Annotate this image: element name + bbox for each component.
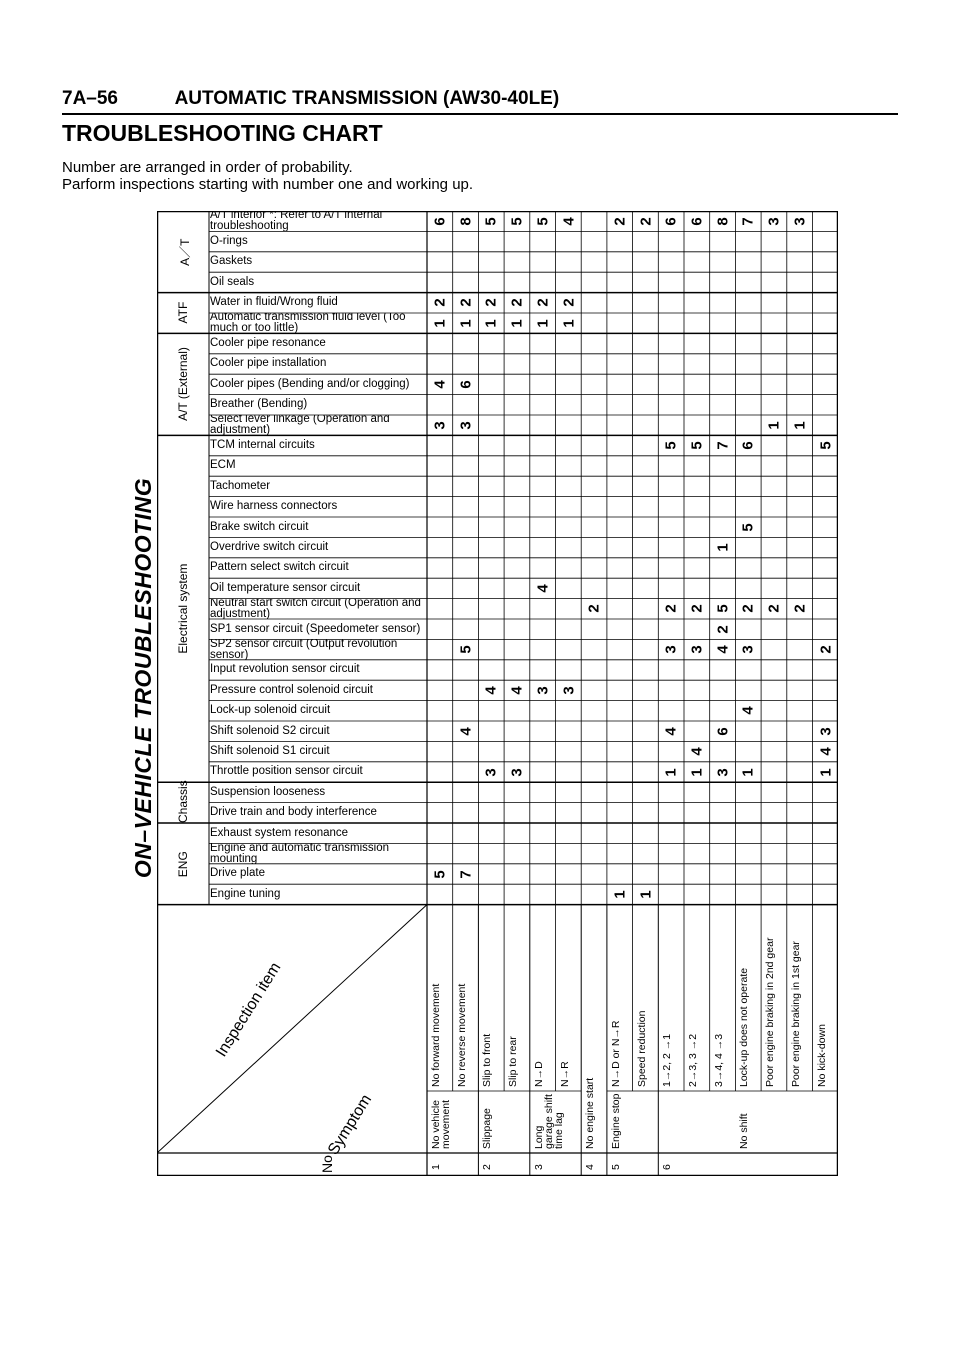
probability-number: 8 [714, 217, 732, 226]
probability-number: 3 [791, 217, 809, 226]
probability-number: 1 [637, 890, 655, 899]
symptom-column-label: Slip to front [481, 1033, 494, 1087]
probability-number: 2 [534, 298, 552, 307]
inspection-item: Oil temperature sensor circuit [210, 581, 361, 594]
probability-number: 3 [739, 645, 757, 654]
probability-number: 7 [457, 869, 475, 879]
inspection-item: Suspension looseness [210, 785, 326, 798]
troubleshooting-chart [157, 211, 838, 1176]
probability-number: 1 [508, 319, 526, 328]
inspection-item: Cooler pipes (Bending and/or clogging) [210, 377, 410, 390]
symptom-number: 4 [584, 1164, 597, 1170]
probability-number: 6 [739, 441, 757, 450]
probability-number: 3 [482, 767, 500, 777]
symptom-group-label: Long garage shift time lag [532, 1094, 565, 1149]
symptom-group-label: Slippage [481, 1108, 494, 1149]
inspection-item: Shift solenoid S1 circuit [210, 745, 330, 758]
symptom-column-label: 2→3, 3 →2 [687, 1033, 699, 1087]
probability-number: 4 [457, 727, 475, 736]
probability-number: 2 [765, 604, 783, 613]
inspection-item: Exhaust system resonance [210, 826, 349, 839]
probability-number: 2 [611, 217, 629, 226]
symptom-column-label: Poor engine braking in 1st gear [789, 941, 802, 1087]
inspection-item: Cooler pipe resonance [210, 337, 326, 350]
inspection-item: Oil seals [210, 275, 255, 288]
symptom-column-label: N→D [532, 1061, 545, 1087]
probability-number: 6 [688, 217, 706, 226]
group-label-1: ATF [176, 302, 190, 324]
group-label-4: Chassis [176, 780, 190, 823]
inspection-item: Lock-up solenoid circuit [210, 704, 331, 717]
inspection-item: A/T interior *: Refer to A/T internal troubleshooting [210, 211, 383, 232]
probability-number: 2 [637, 217, 655, 226]
group-label-3: Electrical system [176, 563, 190, 654]
probability-number: 3 [714, 767, 732, 777]
probability-number: 1 [714, 543, 732, 552]
symptom-column-label: N→D or N→R [609, 1020, 622, 1087]
probability-number: 1 [817, 767, 834, 777]
probability-number: 3 [688, 645, 706, 654]
probability-number: 6 [714, 727, 732, 736]
inspection-item: Shift solenoid S2 circuit [210, 724, 330, 737]
symptom-group-label: No engine start [584, 1077, 597, 1149]
probability-number: 1 [560, 319, 577, 328]
symptom-column-label: N→R [558, 1061, 571, 1087]
inspection-item: Wire harness connectors [210, 500, 338, 513]
inspection-item: Drive train and body interference [210, 806, 377, 819]
probability-number: 7 [739, 217, 757, 226]
inspection-item: TCM internal circuits [210, 439, 315, 452]
symptom-column-label: 1→2, 2 →1 [661, 1033, 674, 1087]
symptom-number: 5 [609, 1164, 622, 1170]
probability-number: 1 [662, 767, 680, 777]
group-label-2: A/T (External) [176, 347, 190, 422]
corner-symptom-label: Symptom [325, 1091, 376, 1159]
probability-number: 2 [688, 604, 706, 613]
probability-number: 2 [457, 298, 475, 307]
symptom-group-label: No shift [738, 1113, 751, 1149]
symptom-column-label: Speed reduction [635, 1010, 648, 1087]
probability-number: 2 [482, 298, 500, 307]
symptom-column-label: Poor engine braking in 2nd gear [764, 937, 777, 1087]
probability-number: 4 [688, 747, 706, 756]
probability-number: 4 [431, 380, 449, 389]
inspection-item: Drive plate [210, 867, 265, 880]
probability-number: 2 [791, 604, 809, 613]
probability-number: 1 [457, 319, 475, 328]
symptom-number: 3 [532, 1164, 545, 1170]
probability-number: 3 [662, 645, 680, 654]
probability-number: 3 [765, 217, 783, 226]
inspection-item: Breather (Bending) [210, 398, 308, 411]
probability-number: 1 [688, 767, 706, 777]
probability-number: 1 [431, 319, 449, 328]
inspection-item: Overdrive switch circuit [210, 541, 329, 554]
inspection-item: Throttle position sensor circuit [210, 765, 363, 778]
symptom-number: 2 [481, 1164, 494, 1170]
inspection-item: ECM [210, 459, 236, 472]
probability-number: 1 [482, 319, 500, 328]
symptom-group-label: Engine stop [609, 1093, 622, 1149]
inspection-item: Water in fluid/Wrong fluid [210, 296, 338, 309]
probability-number: 6 [662, 217, 680, 226]
probability-number: 8 [457, 217, 475, 226]
probability-number: 4 [534, 584, 552, 593]
symptom-column-label: Slip to rear [507, 1036, 520, 1087]
symptom-column-label: 3→4, 4 →3 [712, 1033, 725, 1087]
inspection-item: Input revolution sensor circuit [210, 663, 360, 676]
inspection-item: Automatic transmission fluid level (Too much or too little) [210, 313, 406, 334]
symptom-column-label: Lock-up does not operate [738, 967, 751, 1087]
intro-line-1: Number are arranged in order of probability. [62, 159, 353, 176]
symptom-column-label: No forward movement [430, 983, 442, 1087]
probability-number: 4 [739, 706, 757, 715]
page-header [62, 88, 559, 110]
probability-number: 1 [611, 890, 629, 899]
inspection-item: Select lever linkage (Operation and adjustment) [210, 415, 390, 436]
probability-number: 3 [508, 767, 526, 777]
probability-number: 5 [688, 441, 706, 450]
probability-number: 1 [765, 421, 783, 430]
inspection-item: Neutral start switch circuit (Operation and adjustment) [210, 598, 421, 619]
side-title: ON–VEHICLE TROUBLESHOOTING [130, 477, 156, 879]
inspection-item: Engine tuning [210, 887, 281, 900]
inspection-item: Gaskets [210, 255, 253, 268]
probability-number: 2 [662, 604, 680, 613]
page-number: 7A–56 [62, 88, 118, 109]
probability-number: 4 [662, 727, 680, 736]
probability-number: 5 [714, 604, 732, 613]
probability-number: 4 [714, 645, 732, 654]
probability-number: 5 [662, 441, 680, 450]
probability-number: 4 [508, 686, 526, 695]
probability-number: 5 [457, 645, 475, 654]
probability-number: 2 [714, 625, 732, 634]
inspection-item: O-rings [210, 235, 248, 248]
probability-number: 2 [508, 298, 526, 307]
probability-number: 4 [482, 686, 500, 695]
probability-number: 4 [560, 217, 577, 226]
inspection-item: SP2 sensor circuit (Output revolution sensor) [210, 639, 398, 660]
probability-number: 5 [534, 217, 552, 226]
symptom-group-label: No vehicle movement [430, 1099, 452, 1149]
symptom-column-label: No kick-down [815, 1023, 828, 1087]
probability-number: 1 [534, 319, 552, 328]
probability-number: 2 [739, 604, 757, 613]
group-label-0: A／T [178, 238, 192, 266]
probability-number: 4 [817, 747, 834, 756]
inspection-item: Cooler pipe installation [210, 357, 327, 370]
inspection-item: SP1 sensor circuit (Speedometer sensor) [210, 622, 421, 635]
probability-number: 2 [585, 604, 603, 613]
probability-number: 1 [791, 421, 809, 430]
probability-number: 2 [431, 298, 449, 307]
probability-number: 5 [431, 869, 449, 879]
probability-number: 5 [482, 217, 500, 226]
probability-number: 5 [508, 217, 526, 226]
intro-text [62, 159, 473, 193]
probability-number: 5 [739, 523, 757, 532]
probability-number: 3 [817, 727, 834, 736]
probability-number: 6 [457, 380, 475, 389]
probability-number: 3 [534, 686, 552, 695]
probability-number: 1 [739, 767, 757, 777]
header-rule [62, 113, 898, 115]
page-title: TROUBLESHOOTING CHART [62, 120, 383, 146]
probability-number: 7 [714, 441, 732, 450]
section-title: AUTOMATIC TRANSMISSION (AW30-40LE) [174, 88, 560, 109]
probability-number: 3 [560, 686, 577, 695]
intro-line-2: Parform inspections starting with number one and working up. [62, 176, 474, 193]
inspection-item: Brake switch circuit [210, 520, 309, 533]
inspection-item: Tachometer [210, 479, 271, 492]
probability-number: 3 [431, 421, 449, 430]
probability-number: 3 [457, 421, 475, 430]
corner-inspection-label: Inspection item [213, 959, 285, 1061]
symptom-number: 6 [661, 1164, 674, 1170]
corner-diagonal [157, 905, 427, 1153]
probability-number: 2 [560, 298, 577, 307]
probability-number: 2 [817, 645, 834, 654]
inspection-item: Engine and automatic transmission mounting [210, 843, 389, 864]
inspection-item: Pattern select switch circuit [210, 561, 349, 574]
corner-no-label: No [319, 1155, 335, 1173]
symptom-column-label: No reverse movement [455, 983, 468, 1087]
group-label-5: ENG [176, 850, 190, 877]
symptom-number: 1 [430, 1164, 442, 1170]
probability-number: 5 [817, 441, 834, 450]
probability-number: 6 [431, 217, 449, 226]
inspection-item: Pressure control solenoid circuit [210, 683, 373, 696]
